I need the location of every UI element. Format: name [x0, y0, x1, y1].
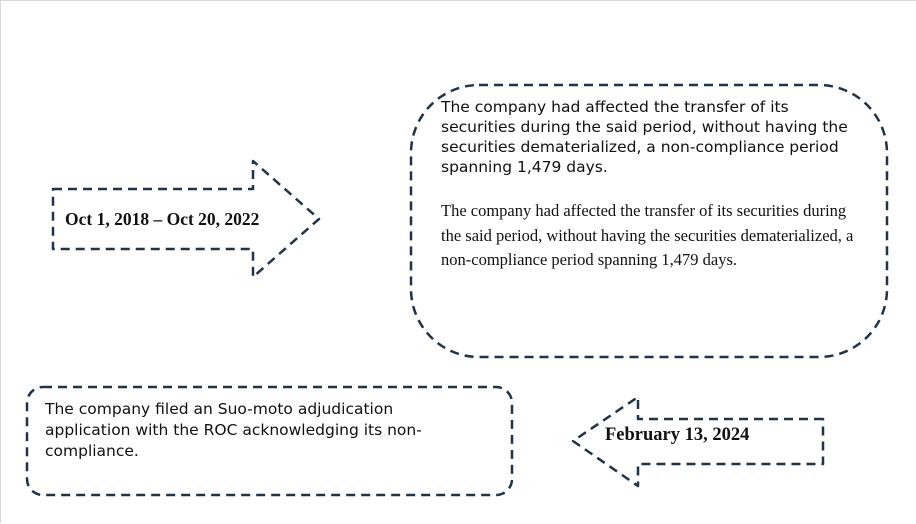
- top-callout-secondary-text: The company had affected the transfer of its securities during the said period, without having the securities dematerialized, a non-compliance period spanning 1,479 days.: [441, 201, 854, 269]
- date-range-label: Oct 1, 2018 – Oct 20, 2022: [65, 209, 260, 229]
- top-callout-primary-text: The company had affected the transfer of its securities during the said period, without having the securities dematerialized, a non-compliance period spanning 1,479 days.: [441, 98, 848, 176]
- bottom-callout-text: The company filed an Suo-moto adjudication application with the ROC acknowledging its non-compliance.: [45, 400, 422, 460]
- filing-date-label: February 13, 2024: [605, 425, 750, 445]
